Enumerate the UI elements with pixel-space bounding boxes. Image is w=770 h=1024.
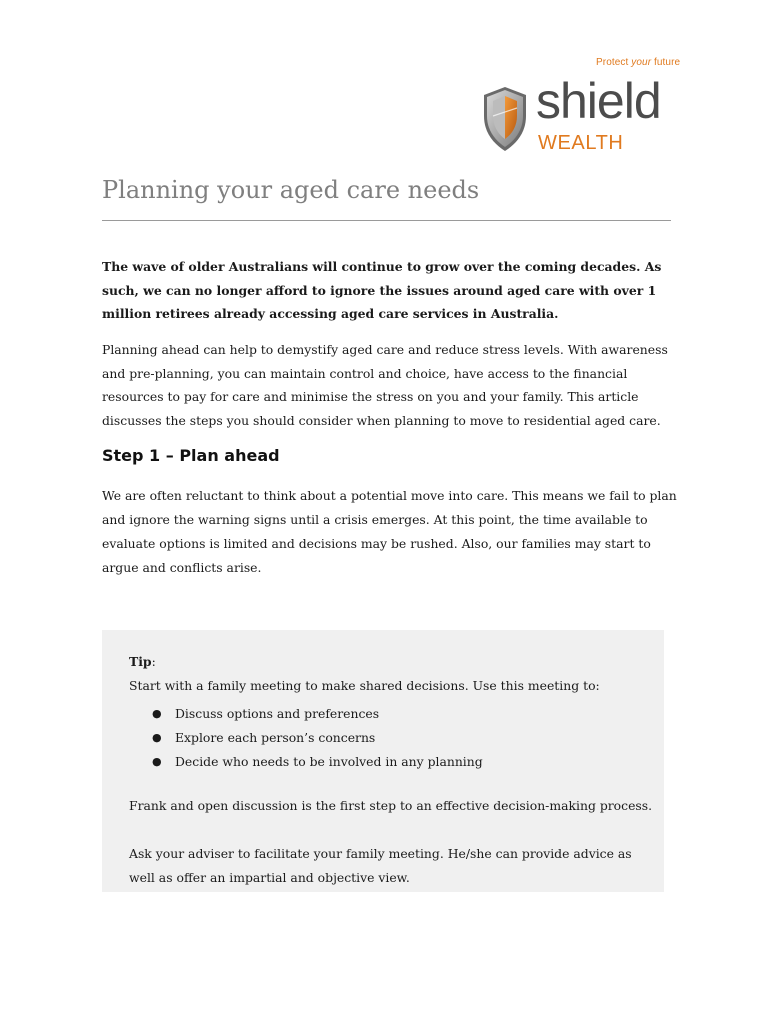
list-item-text: Discuss options and preferences	[175, 706, 380, 721]
list-item	[102, 750, 662, 774]
list-item-text: Decide who needs to be involved in any planning	[175, 754, 483, 769]
bullet-icon: ●	[152, 707, 162, 720]
tagline-suffix: future	[651, 57, 681, 68]
list-item	[102, 726, 662, 750]
title-divider	[102, 220, 671, 221]
tip-label-colon: :	[151, 654, 156, 669]
tip-intro: Start with a family meeting to make shared decisions. Use this meeting to:	[129, 678, 600, 693]
step1-heading: Step 1 – Plan ahead	[102, 446, 280, 465]
page-title: Planning your aged care needs	[102, 176, 480, 204]
tip-box	[102, 630, 664, 892]
brand-name: shield	[536, 73, 661, 129]
shield-icon	[482, 86, 528, 152]
tagline	[596, 57, 680, 68]
tip-label-text: Tip	[129, 654, 152, 669]
bullet-icon: ●	[152, 731, 162, 744]
tip-bullet-list	[102, 702, 662, 774]
shield-wealth-logo	[480, 73, 680, 158]
tagline-emphasis: your	[631, 57, 652, 68]
tagline-prefix: Protect	[596, 57, 632, 68]
tip-ask-paragraph: Ask your adviser to facilitate your family meeting. He/she can provide advice as well as offer an impartial and objective view.	[129, 846, 632, 885]
list-item-text: Explore each person’s concerns	[175, 730, 376, 745]
brand-subtitle: WEALTH	[538, 132, 624, 154]
bullet-icon: ●	[152, 755, 162, 768]
tip-label	[129, 654, 156, 669]
intro-paragraph: Planning ahead can help to demystify aged care and reduce stress levels. With awareness and pre-planning, you can maintain control and choice, have access to the financial resources to pay for care and minimise the stress on you and your family. This article discusses the steps you should consider when planning to move to residential aged care.	[102, 342, 668, 428]
tip-frank-line: Frank and open discussion is the first step to an effective decision-making process.	[129, 798, 653, 813]
list-item	[102, 702, 662, 726]
lede-paragraph: The wave of older Australians will continue to grow over the coming decades. As such, we can no longer afford to ignore the issues around aged care with over 1 million retirees already accessing aged care services in Australia.	[102, 259, 662, 321]
step1-paragraph: We are often reluctant to think about a potential move into care. This means we fail to plan and ignore the warning signs until a crisis emerges. At this point, the time available to evaluate options is limited and decisions may be rushed. Also, our families may start to argue and conflicts arise.	[102, 488, 677, 575]
